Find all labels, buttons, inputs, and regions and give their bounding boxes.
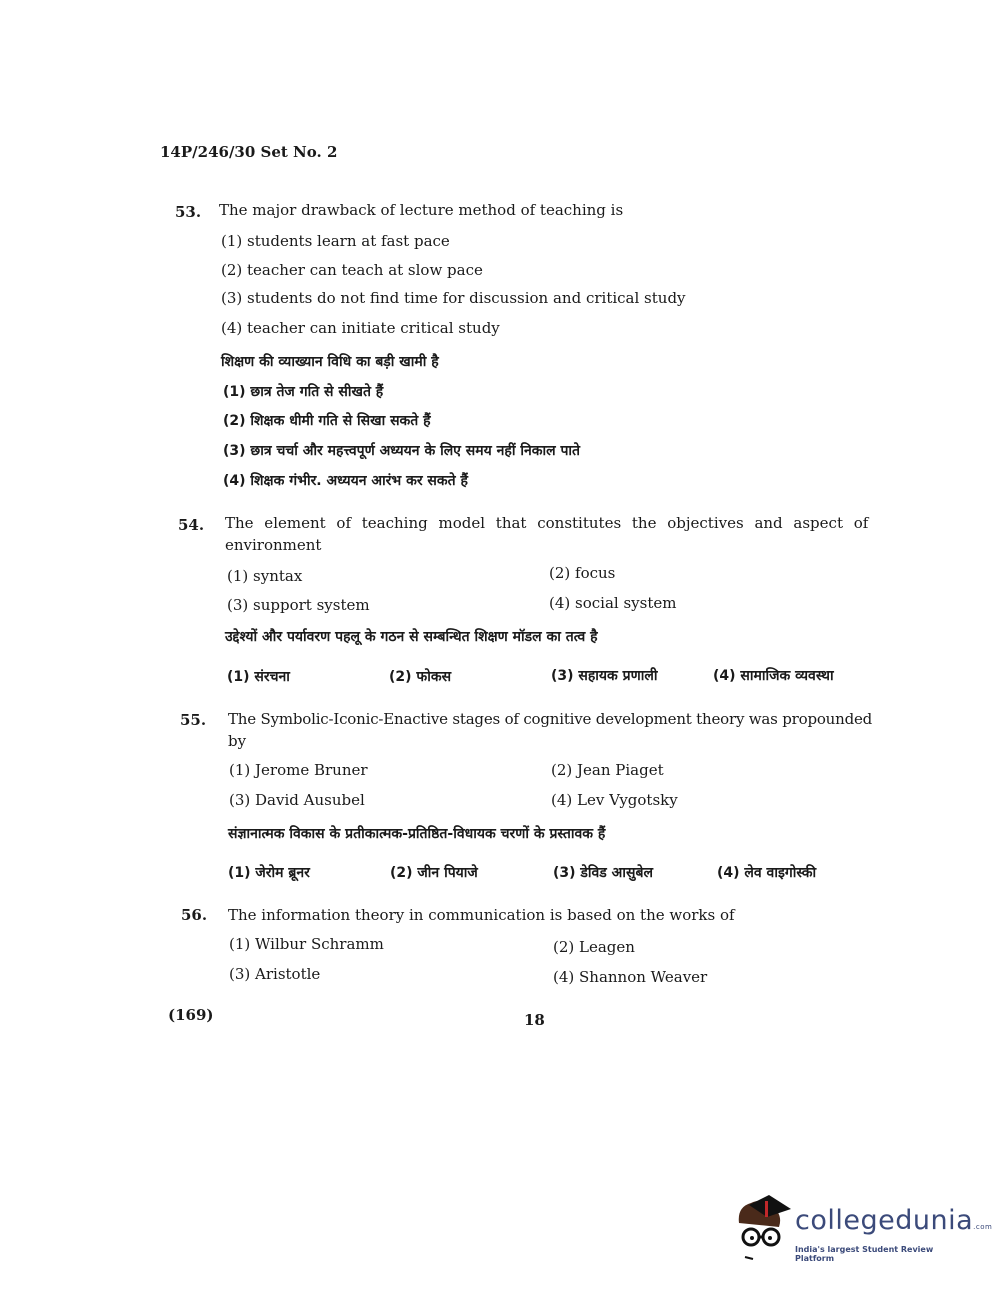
hindi-option: (4) लेव वाइगोस्की <box>717 865 817 881</box>
question-text: The major drawback of lecture method of teaching is <box>219 201 624 219</box>
hindi-option: (1) जेरोम ब्रूनर <box>228 865 310 881</box>
hindi-option: (3) छात्र चर्चा और महत्त्वपूर्ण अध्ययन के लिए समय नहीं निकाल पाते <box>223 443 581 459</box>
option: (4) Lev Vygotsky <box>551 791 678 809</box>
question-text: by <box>228 732 247 750</box>
question-text: environment <box>225 536 322 554</box>
collegedunia-logo <box>735 1193 993 1268</box>
brand-tagline: India's largest Student Review Platform <box>795 1245 934 1263</box>
option: (3) David Ausubel <box>229 791 365 809</box>
footer-code: (169) <box>168 1006 214 1024</box>
question-number: 56. <box>181 906 208 924</box>
hindi-option: (2) शिक्षक धीमी गति से सिखा सकते हैं <box>223 413 431 429</box>
brand-suffix: .com <box>973 1223 993 1231</box>
question-number: 54. <box>178 516 205 534</box>
option: (2) Jean Piaget <box>551 761 664 779</box>
mascot-icon <box>735 1193 793 1265</box>
hindi-option: (2) जीन पियाजे <box>390 865 478 881</box>
option: (1) syntax <box>227 567 303 585</box>
hindi-question-text: संज्ञानात्मक विकास के प्रतीकात्मक-प्रतिष्ठित-विधायक चरणों के प्रस्तावक हैं <box>228 826 606 842</box>
option: (2) focus <box>549 564 616 582</box>
hindi-option: (3) सहायक प्रणाली <box>551 668 658 684</box>
hindi-question-text: उद्देश्यों और पर्यावरण पहलू के गठन से सम्बन्धित शिक्षण मॉडल का तत्व है <box>225 629 598 645</box>
page-header-code: 14P/246/30 Set No. 2 <box>160 143 338 161</box>
option: (4) Shannon Weaver <box>553 968 708 986</box>
hindi-option: (2) फोकस <box>389 669 452 685</box>
option: (4) teacher can initiate critical study <box>221 319 500 337</box>
hindi-option: (1) संरचना <box>227 669 290 685</box>
option: (3) Aristotle <box>229 965 321 983</box>
hindi-option: (3) डेविड आसुबेल <box>553 865 653 881</box>
brand-name: collegedunia <box>795 1205 974 1236</box>
question-text: The element of teaching model that constitutes the objectives and aspect of <box>225 514 869 532</box>
option: (2) Leagen <box>553 938 635 956</box>
hindi-option: (1) छात्र तेज गति से सीखते हैं <box>223 384 384 400</box>
option: (3) students do not find time for discussion and critical study <box>221 289 686 307</box>
question-number: 53. <box>175 203 202 221</box>
option: (3) support system <box>227 596 370 614</box>
page-number: 18 <box>524 1011 545 1029</box>
option: (4) social system <box>549 594 677 612</box>
option: (1) Wilbur Schramm <box>229 935 384 953</box>
hindi-option: (4) शिक्षक गंभीर. अध्ययन आरंभ कर सकते हैं <box>223 473 468 489</box>
hindi-question-text: शिक्षण की व्याख्यान विधि का बड़ी खामी है <box>221 354 439 370</box>
question-text: The information theory in communication is based on the works of <box>228 906 735 924</box>
option: (2) teacher can teach at slow pace <box>221 261 483 279</box>
option: (1) Jerome Bruner <box>229 761 368 779</box>
question-text: The Symbolic-Iconic-Enactive stages of cognitive development theory was propounded <box>228 710 873 728</box>
option: (1) students learn at fast pace <box>221 232 450 250</box>
question-number: 55. <box>180 711 207 729</box>
hindi-option: (4) सामाजिक व्यवस्था <box>713 668 834 684</box>
